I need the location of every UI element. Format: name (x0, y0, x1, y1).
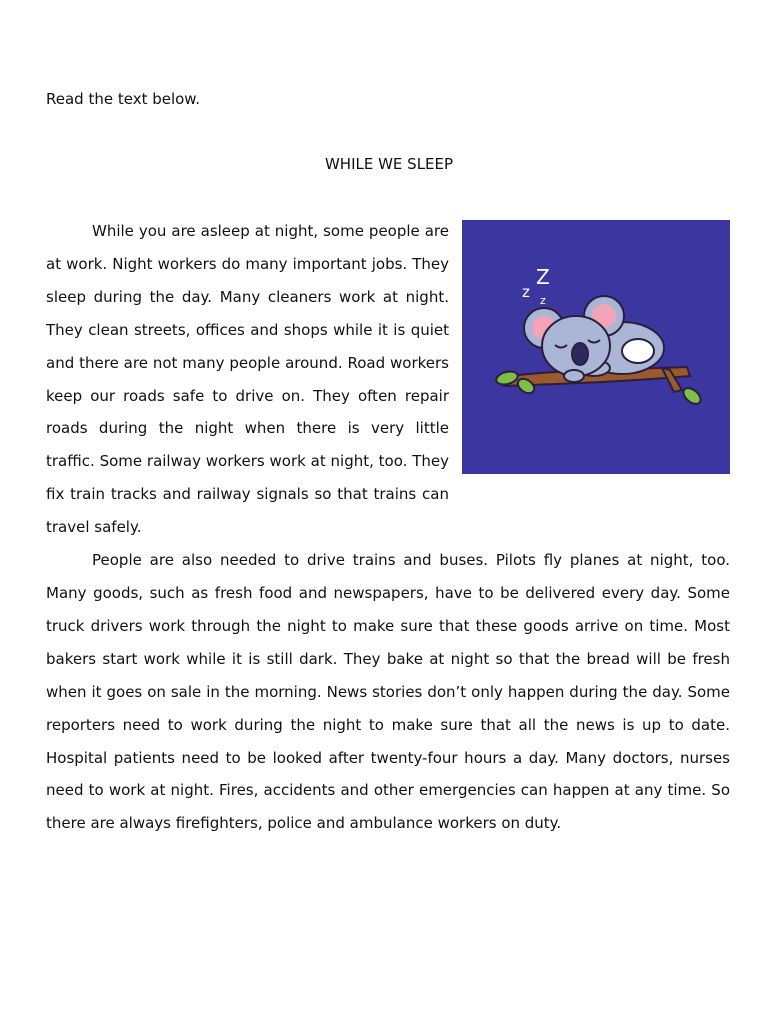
paragraph-2: People are also needed to drive trains and buses. Pilots fly planes at night, too. Many goods, such as fresh food and newspapers, have to be delivered every day. Some truck drivers work through the night to make sure that these goods arrive on time. Most bakers start work while it is still dark. They bake at night so that the bread will be fresh when it goes on sale in the morning. News stories don’t only happen during the day. Some reporters need to work during the night to make sure that all the news is up to date. Hospital patients need to be looked after twenty-four hours a day. Many doctors, nurses need to work at night. Fires, accidents and other emergencies can happen at any time. So there are always firefighters, police and ambulance workers on duty. (46, 551, 730, 833)
koala-drawing (462, 220, 730, 474)
page-title: WHILE WE SLEEP (324, 155, 454, 173)
sleeping-koala-illustration (462, 220, 730, 474)
instruction-text: Read the text below. (46, 90, 200, 108)
koala-nose (572, 343, 588, 365)
sleep-letter-small: z (522, 283, 530, 301)
paragraph-1: While you are asleep at night, some people are at work. Night workers do many important jobs. They sleep during the day. Many cleaners work at night. They clean streets, offices and shops while it is quiet and there are not many people around. Road workers keep our roads safe to drive on. They often repair roads during the night when there is very little traffic. Some railway workers work at night, too. They fix train tracks and railway signals so that trains can travel safely. (46, 222, 449, 537)
sleep-letter-tiny: z (540, 294, 546, 307)
reading-passage (46, 215, 730, 840)
sleep-letter-large: Z (536, 265, 550, 289)
